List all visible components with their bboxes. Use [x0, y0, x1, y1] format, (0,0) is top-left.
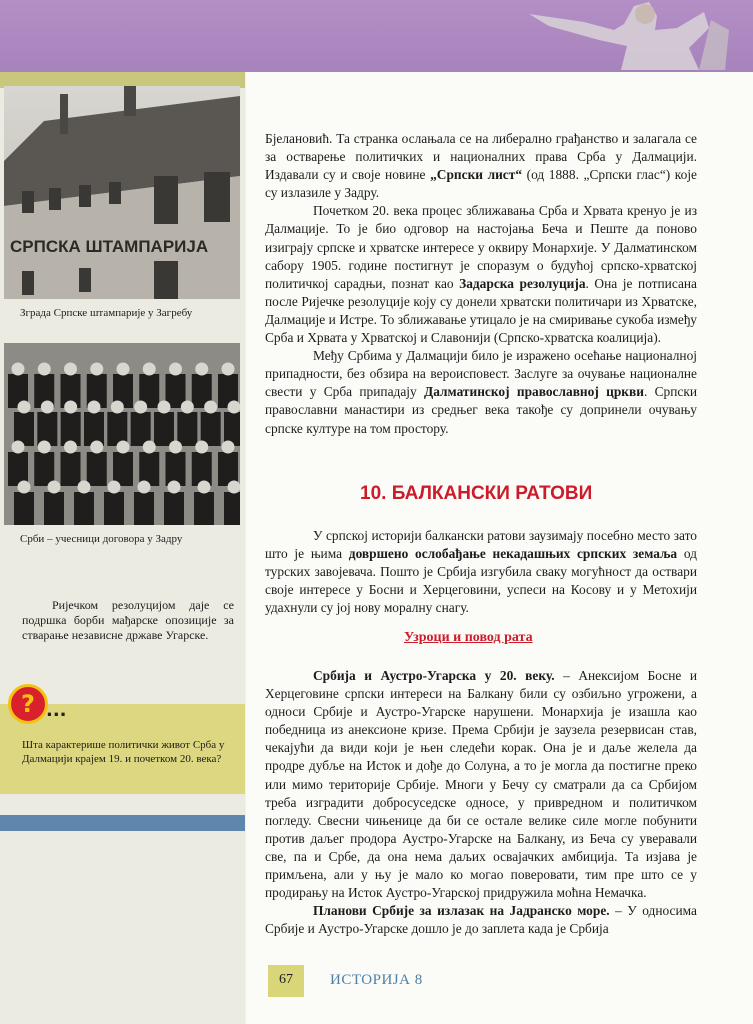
text-run: – У односима Србије и Аустро-Угарске дошло је до заплета када је Србија [265, 903, 697, 937]
sidebar-note: Ријечком резолуцијом даје се подршка борби мађарске опозиције за стварање независне државе Угарске. [22, 598, 234, 642]
paragraph [265, 902, 697, 938]
figure-body [44, 492, 64, 525]
text-run: Почетком 20. века процес зближавања Срба и Хрвата кренуо је из Далмације. То је био одговор на настојања Беча и Пеште да поново изиграју српске и хрватске интересе у оквиру Монархије. У Далматинском сабору 1905. године постигнут је споразум о будућој српско-хрватској политичкој сарадњи, познат као [265, 203, 697, 291]
bold-term: довршено ослобађање некадашњих српских земаља [348, 546, 678, 562]
figure-head [195, 441, 208, 454]
figure-body [14, 492, 34, 525]
figure-head [222, 363, 235, 376]
body-text-causes [265, 667, 697, 938]
text-run: – Анексијом Босне и Херцеговине српски интереси на Балкану били су озбиљно угрожени, а односи Србије и Аустро-Угарске нарушени. Монархија је изашла као победница из анексионе кризе. Према Србији је заузела резервисан став, чекајући да види који је њен следећи корак. Она је и даље желела да продре дубље на Исток и дође до Солуна, а то је могла да постигне преко или мимо територије Србије. Многи у Бечу су сматрали да са Србијом треба изградити добросуседске односе, у привредном и политичком погледу. Свесни чињенице да би се остале велике силе могле побунити против даљег продора Аустро-Угарске на Балкану, из Беча су уверавали све, па и Србе, да она нема даљих освајачких амбиција. Та изјава је примљена, али у њу је мало ко могао поверовати, тим пре што се у продирању на Исток Аустро-Угарској придружила моћна Немачка. [265, 668, 698, 901]
figure-head [12, 441, 25, 454]
paragraph [265, 202, 697, 347]
paragraph [265, 347, 697, 437]
chapter-title: 10. БАЛКАНСКИ РАТОВИ [360, 483, 593, 504]
figure-body [164, 492, 184, 525]
figure-head [204, 401, 217, 414]
figure-head [143, 441, 156, 454]
text-run: од турских завојевача. Пошто је Србија изгубила сваку могућност да оствари своје интересе у Босни и Херцеговини, успеси на Косову и у Метохији удахнули су јој нову моралну снагу. [265, 546, 697, 616]
paragraph [265, 130, 697, 202]
sidebar-blue-stripe [0, 815, 245, 831]
figure-head [64, 363, 77, 376]
text-run: (од 1888. „Српски глас“) које су излазиле у Задру. [265, 167, 697, 201]
figure-head [222, 441, 235, 454]
figure-head [48, 481, 61, 494]
statue-figure-illustration [529, 0, 739, 70]
figure-head [134, 401, 147, 414]
caption-zadar-participants: Срби – учесници договора у Задру [20, 533, 183, 545]
review-question: Шта карактерише политички живот Срба у Далмацији крајем 19. и почетком 20. века? [22, 739, 225, 765]
figure-body [192, 452, 212, 486]
paragraph [265, 527, 697, 617]
question-mark-icon: ? [8, 684, 48, 724]
figure-head [88, 401, 101, 414]
figure-head [12, 363, 25, 376]
figure-body [84, 412, 104, 446]
paragraph [265, 667, 697, 902]
bold-term: Задарска резолуција [459, 275, 586, 291]
caption-printing-house: Зграда Српске штампарије у Загребу [20, 307, 193, 319]
figure-body [37, 412, 57, 446]
bold-term: Србија и Аустро-Угарска у 20. веку. [313, 668, 555, 683]
figure-head [138, 481, 151, 494]
figure-body [104, 492, 124, 525]
figure-head [64, 401, 77, 414]
figure-head [117, 363, 130, 376]
photo-printing-house [4, 86, 240, 299]
figure-head [108, 481, 121, 494]
text-run: Бјелановић. Та странка ослањала се на либерално грађанство и залагала се за остварење политичких и националних права Срба у Далмацији. Издавали су и своје новине [265, 131, 697, 183]
figure-head [169, 363, 182, 376]
figure-body [74, 492, 94, 525]
bold-term: „Српски лист“ [430, 167, 523, 183]
book-title: ИСТОРИЈА 8 [330, 972, 423, 988]
figure-body [61, 452, 81, 486]
figure-body [134, 492, 154, 525]
figure-head [64, 441, 77, 454]
figure-head [168, 481, 181, 494]
figure-head [41, 401, 54, 414]
figure-head [90, 363, 103, 376]
text-run: . Она је потписана после Ријечке резолуције коју су донели хрватски политичари из Хрватске, Далмације и Истре. То зближавање утицало је на смиривање сукоба између Срба и Хрвата у Хрватској и Славонији (Српско-хрватска коалиција). [265, 275, 697, 346]
figure-head [228, 401, 241, 414]
figure-head [38, 441, 51, 454]
figure-head [228, 481, 241, 494]
bold-term: Планови Србије за излазак на Јадранско море. [313, 903, 610, 919]
text-run: У српској историји балкански ратови заузимају посебно место зато што је њима [265, 528, 697, 562]
figure-head [90, 441, 103, 454]
body-text-dalmatia [265, 130, 697, 438]
figure-head [158, 401, 171, 414]
figure-body [177, 412, 197, 446]
figure-body [87, 452, 107, 486]
bold-term: Далматинској православној цркви [424, 384, 644, 400]
figure-body [194, 492, 214, 525]
body-text-intro [265, 527, 697, 617]
question-dots: ... [46, 700, 67, 721]
figure-head [117, 441, 130, 454]
text-run: Међу Србима у Далмацији било је изражено осећање националној припадности, без обзира на вероисповест. Заслуге за очување националне свести у Срба припадају [265, 348, 697, 400]
photo-zadar-participants [4, 343, 240, 525]
figure-head [198, 481, 211, 494]
header-band [0, 0, 753, 72]
text-run: . Српски православни манастири из средњег века такође су допринели очувању српске културе на том простору. [265, 384, 697, 436]
figure-head [143, 363, 156, 376]
figure-head [169, 441, 182, 454]
figure-body [224, 492, 240, 525]
figure-head [195, 363, 208, 376]
figure-head [38, 363, 51, 376]
figure-head [18, 401, 31, 414]
figure-head [181, 401, 194, 414]
page-number: 67 [279, 972, 293, 987]
figure-body [154, 412, 174, 446]
figure-head [78, 481, 91, 494]
figure-head [18, 481, 31, 494]
section-title: Узроци и повод рата [404, 630, 533, 645]
figure-body [34, 452, 54, 486]
building-sign: СРПСКА ШТАМПАРИЈА [10, 237, 209, 256]
figure-head [111, 401, 124, 414]
